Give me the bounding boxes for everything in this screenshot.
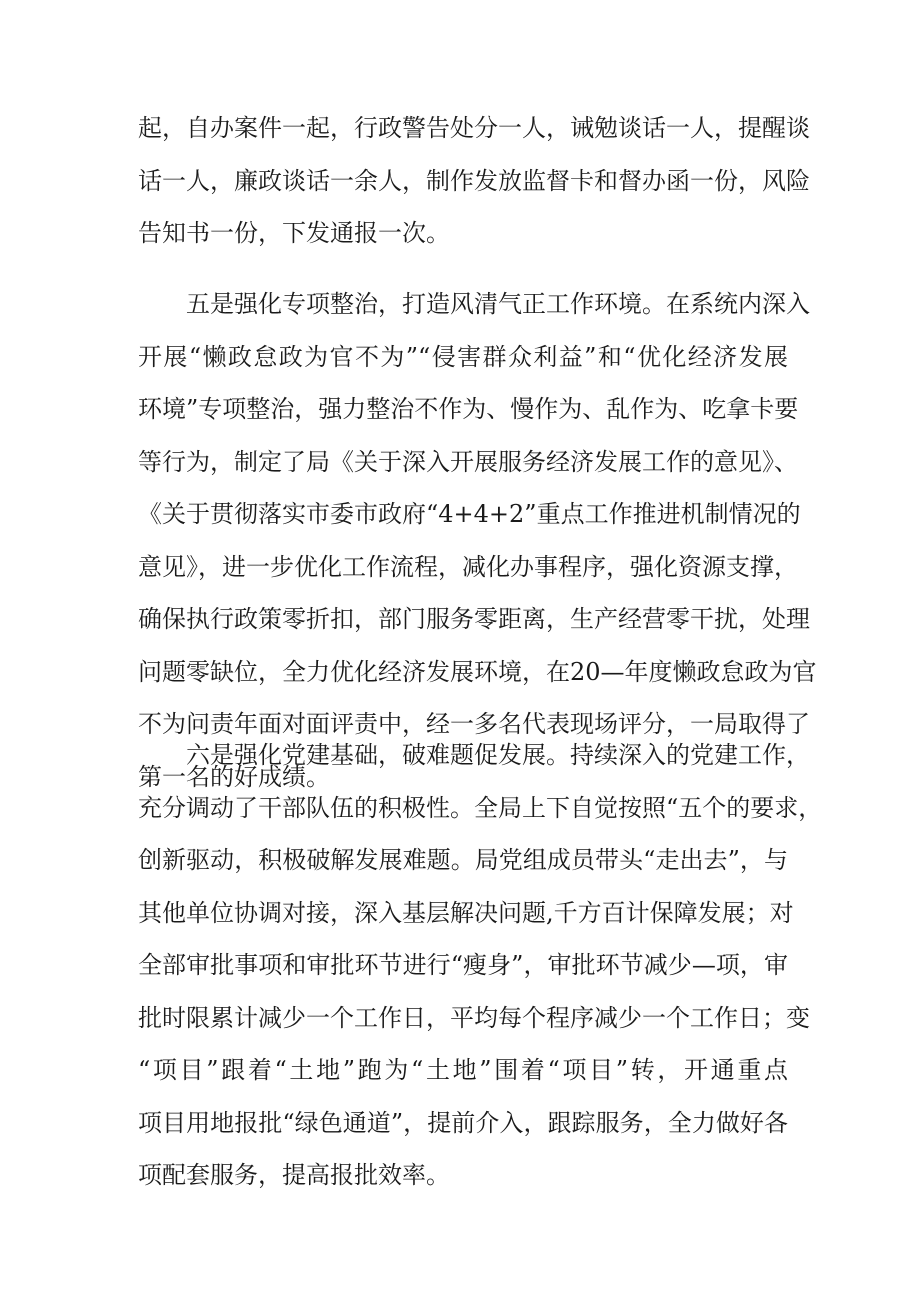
paragraph-line: 充分调动了干部队伍的积极性。全局上下自觉按照“五个的要求，: [138, 793, 823, 822]
paragraph-line: 《关于贯彻落实市委市政府“4+4+2”重点工作推进机制情况的: [138, 500, 801, 528]
paragraph-line: 全部审批事项和审批环节进行“瘦身”，审批环节减少—项，审: [138, 951, 788, 979]
paragraph-line: 创新驱动，积极破解发展难题。局党组成员带头“走出去”，与: [138, 846, 788, 874]
paragraph-line: 起，自办案件一起，行政警告处分一人，诫勉谈话一人，提醒谈: [138, 114, 810, 142]
paragraph-line: 确保执行政策零折扣，部门服务零距离，生产经营零干扰，处理: [138, 605, 810, 633]
paragraph-line: 项配套服务，提高报批效率。: [138, 1161, 450, 1189]
paragraph-line: 等行为，制定了局《关于深入开展服务经济发展工作的意见》、: [138, 447, 798, 476]
paragraph-line: 话一人，廉政谈话一余人，制作发放监督卡和督办函一份，风险: [138, 166, 810, 195]
paragraph-party-building: [138, 729, 823, 1202]
paragraph-line: 不为问责年面对面评责中，经一多名代表现场评分，一局取得了: [138, 710, 810, 738]
paragraph-line: 五是强化专项整治，打造风清气正工作环境。在系统内深入: [138, 290, 810, 318]
paragraph-line: 其他单位协调对接，深入基层解决问题,千方百计保障发展；对: [138, 898, 794, 927]
paragraph-line: “项目”跟着“土地”跑为“土地”围着“项目”转，开通重点: [138, 1056, 788, 1084]
paragraph-line: 第一名的好成绩。: [138, 762, 330, 791]
paragraph-line: 开展“懒政怠政为官不为”“侵害群众利益”和“优化经济发展: [138, 342, 788, 371]
paragraph-line: 批时限累计减少一个工作日，平均每个程序减少一个工作日；变: [138, 1003, 810, 1032]
paragraph-line: 项目用地报批“绿色通道”，提前介入，跟踪服务，全力做好各: [138, 1108, 788, 1137]
paragraph-line: 六是强化党建基础，破难题促发展。持续深入的党建工作，: [138, 741, 810, 769]
paragraph-special-rectification: [138, 278, 817, 803]
paragraph-line: 告知书一份，下发通报一次。: [138, 219, 450, 247]
paragraph-line: 环境”专项整治，强力整治不作为、慢作为、乱作为、吃拿卡要: [138, 395, 799, 423]
paragraph-disciplinary-summary: [138, 102, 810, 260]
paragraph-line: 意见》，进一步优化工作流程，减化办事程序，强化资源支撑，: [138, 552, 798, 581]
paragraph-line: 问题零缺位，全力优化经济发展环境，在20—年度懒政怠政为官: [138, 657, 817, 686]
